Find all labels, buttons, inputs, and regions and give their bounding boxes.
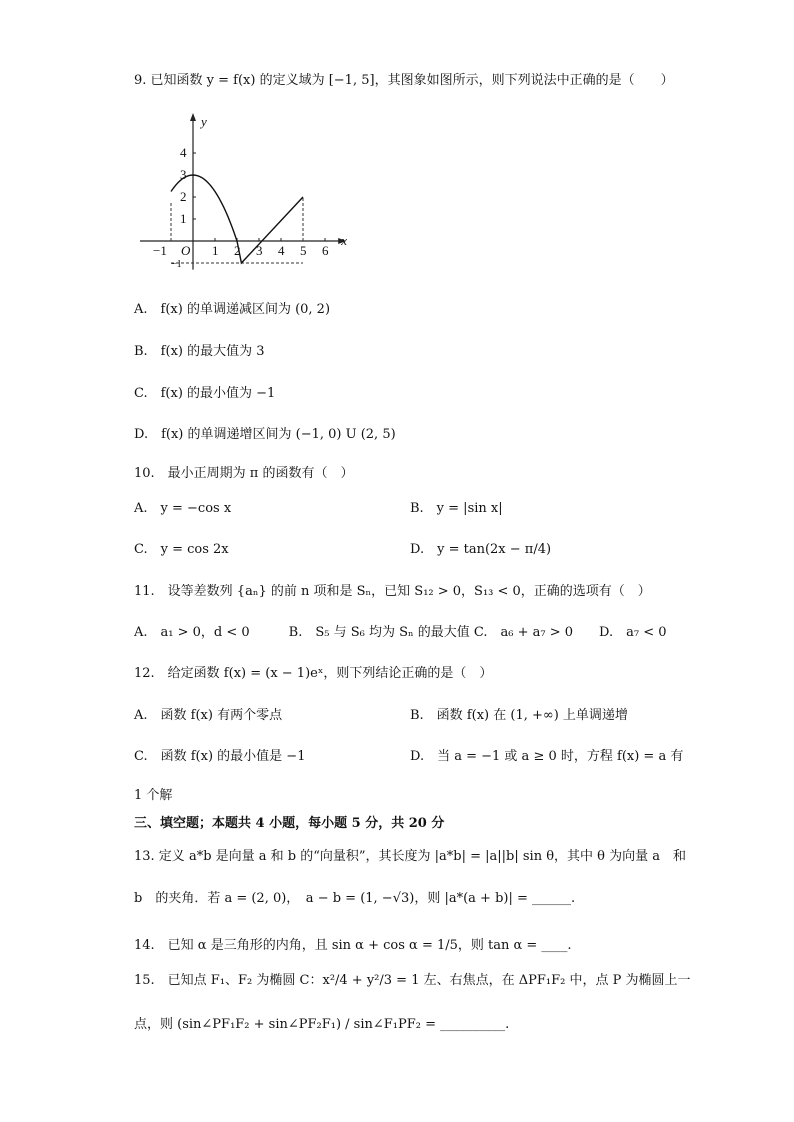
x-tick-label: 5	[300, 243, 307, 258]
y-axis-arrow	[190, 113, 196, 121]
y-tick-label: 4	[180, 145, 187, 160]
q9-option-c: C. f(x) 的最小值为 −1	[134, 386, 276, 401]
x-tick-label: 6	[322, 243, 329, 258]
q15-line1: 15. 已知点 F₁、F₂ 为椭圆 C：x²/4 + y²/3 = 1 左、右焦点，在 ΔPF₁F₂ 中，点 P 为椭圆上一	[134, 973, 691, 988]
x-tick-label: 4	[278, 243, 285, 258]
y-axis-label: y	[201, 114, 207, 129]
q9-option-a: A. f(x) 的单调递减区间为 (0, 2)	[134, 302, 331, 317]
y-tick-label: 2	[180, 189, 187, 204]
x-tick-label: 2	[234, 243, 241, 258]
function-graph	[128, 104, 358, 284]
q12-stem: 12. 给定函数 f(x) = (x − 1)eˣ，则下列结论正确的是（ ）	[134, 666, 493, 681]
x-axis-label: x	[341, 233, 347, 248]
q14: 14. 已知 α 是三角形的内角，且 sin α + cos α = 1/5，则 tan α = ____.	[134, 938, 572, 953]
q12-option-c: C. 函数 f(x) 的最小值是 −1	[134, 749, 306, 764]
y-tick-label: 3	[180, 167, 187, 182]
y-tick-label-neg: −1	[171, 259, 182, 270]
origin-label: O	[181, 243, 191, 258]
q10-option-c: C. y = cos 2x	[134, 542, 229, 557]
q9-option-d: D. f(x) 的单调递增区间为 (−1, 0) U (2, 5)	[134, 427, 396, 442]
x-tick-label: 1	[212, 243, 219, 258]
q9-option-b: B. f(x) 的最大值为 3	[134, 344, 265, 359]
q15-line2: 点，则 (sin∠PF₁F₂ + sin∠PF₂F₁) / sin∠F₁PF₂ = __________.	[134, 1017, 510, 1032]
q10-stem: 10. 最小正周期为 π 的函数有（ ）	[134, 466, 354, 481]
q9-stem: 9. 已知函数 y = f(x) 的定义域为 [−1, 5]，其图象如图所示，则下列说法中正确的是（ ）	[134, 73, 674, 88]
section-heading: 三、填空题；本题共 4 小题，每小题 5 分，共 20 分	[134, 816, 445, 831]
q12-option-d-cont: 1 个解	[134, 788, 173, 803]
q12-option-b: B. 函数 f(x) 在 (1, +∞) 上单调递增	[410, 708, 628, 723]
q11-stem: 11. 设等差数列 {aₙ} 的前 n 项和是 Sₙ，已知 S₁₂ > 0，S₁₃ < 0，正确的选项有（ ）	[134, 584, 651, 599]
q11-options: A. a₁ > 0，d < 0 B. S₅ 与 S₆ 均为 Sₙ 的最大值 C. a₆ + a₇ > 0 D. a₇ < 0	[134, 625, 667, 640]
q10-option-d: D. y = tan(2x − π/4)	[410, 542, 552, 557]
q13-line2: b 的夹角．若 a = (2, 0)， a − b = (1, −√3)，则 |a*(a + b)| = ______.	[134, 891, 576, 906]
q13-line1: 13. 定义 a*b 是向量 a 和 b 的“向量积”，其长度为 |a*b| = |a||b| sin θ，其中 θ 为向量 a 和	[134, 849, 687, 864]
y-tick-label: 1	[180, 211, 187, 226]
q12-option-d: D. 当 a = −1 或 a ≥ 0 时，方程 f(x) = a 有	[410, 749, 684, 764]
x-tick-label: −1	[153, 243, 167, 258]
x-tick-label: 3	[256, 243, 263, 258]
q12-option-a: A. 函数 f(x) 有两个零点	[134, 708, 283, 723]
q10-option-a: A. y = −cos x	[134, 501, 232, 516]
q10-option-b: B. y = |sin x|	[410, 501, 503, 516]
